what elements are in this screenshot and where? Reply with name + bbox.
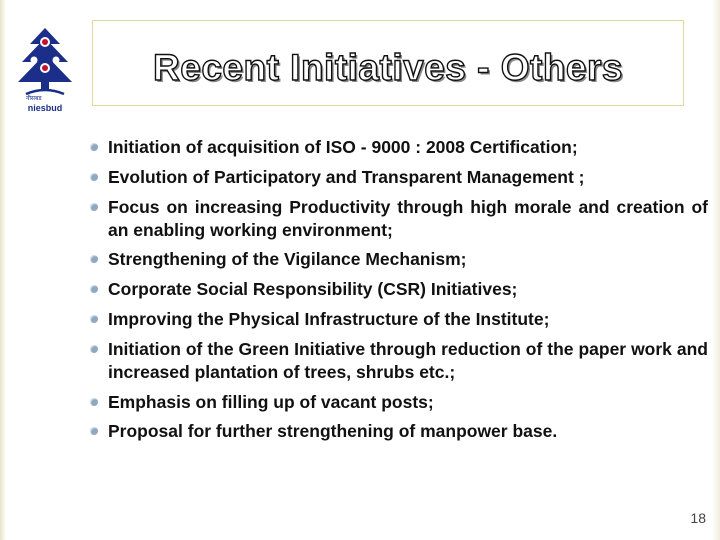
bullet-list bbox=[108, 136, 708, 450]
bullet-item-5: Corporate Social Responsibility (CSR) Initiatives; bbox=[108, 278, 708, 301]
bullet-item-4: Strengthening of the Vigilance Mechanism; bbox=[108, 248, 708, 271]
niesbud-logo-icon bbox=[14, 24, 76, 116]
svg-text:नीसबड: नीसबड bbox=[26, 95, 42, 102]
bullet-item-7: Initiation of the Green Initiative through reduction of the paper work and increased plantation of trees, shrubs etc.; bbox=[108, 338, 708, 382]
bullet-item-9: Proposal for further strengthening of manpower base. bbox=[108, 420, 708, 443]
page-number: 18 bbox=[690, 510, 706, 526]
left-decorative-strip bbox=[0, 0, 6, 540]
page-title: Recent Initiatives - Others bbox=[153, 47, 623, 88]
bullet-item-6: Improving the Physical Infrastructure of the Institute; bbox=[108, 308, 708, 331]
logo-text: niesbud bbox=[27, 103, 63, 113]
title-box bbox=[92, 20, 684, 106]
bullet-item-3: Focus on increasing Productivity through high morale and creation of an enabling working environment; bbox=[108, 196, 708, 240]
right-decorative-strip bbox=[712, 0, 720, 540]
bullet-item-8: Emphasis on filling up of vacant posts; bbox=[108, 391, 708, 414]
bullet-item-1: Initiation of acquisition of ISO - 9000 : 2008 Certification; bbox=[108, 136, 708, 159]
niesbud-logo bbox=[14, 24, 76, 116]
bullet-item-2: Evolution of Participatory and Transparent Management ; bbox=[108, 166, 708, 189]
